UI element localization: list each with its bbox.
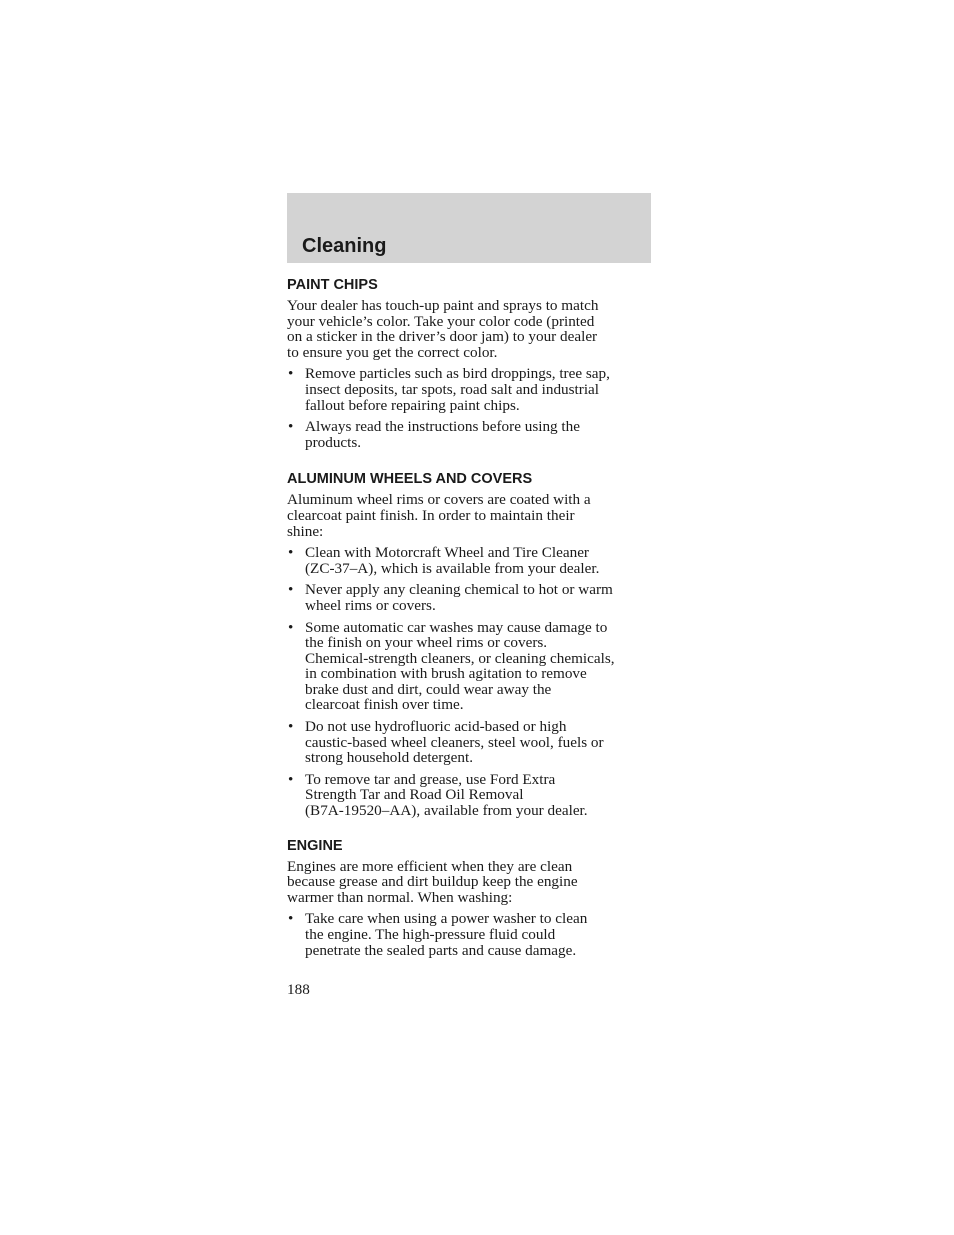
section-heading-paint-chips: PAINT CHIPS — [287, 277, 378, 293]
aluminum-wheels-paragraph: Aluminum wheel rims or covers are coated with a clearcoat paint finish. In order to maintain their shine: — [287, 491, 591, 540]
list-item: • Always read the instructions before using the products. — [287, 419, 655, 450]
paint-chips-bullet-list — [287, 366, 655, 450]
section-heading-aluminum-wheels: ALUMINUM WHEELS AND COVERS — [287, 471, 533, 488]
list-item: • Never apply any cleaning chemical to hot or warm wheel rims or covers. — [287, 582, 655, 613]
list-item: • Some automatic car washes may cause damage to the finish on your wheel rims or covers. Chemical-strength cleaners, or cleaning chemicals, in combination with brush agitation to remove brake dust and dirt, could wear away the clearcoat finish over time. — [287, 620, 655, 714]
section-aluminum-wheels — [287, 470, 655, 818]
paint-chips-paragraph: Your dealer has touch-up paint and sprays to match your vehicle’s color. Take your color code (printed on a sticker in the driver’s door jam) to your dealer to ensure you get the correct color. — [287, 297, 599, 361]
list-item: • Remove particles such as bird droppings, tree sap, insect deposits, tar spots, road salt and industrial fallout before repairing paint chips. — [287, 366, 655, 413]
list-item: • Clean with Motorcraft Wheel and Tire Cleaner (ZC-37–A), which is available from your dealer. — [287, 545, 655, 576]
page-number: 188 — [287, 981, 310, 998]
section-paint-chips — [287, 276, 655, 450]
list-item: • Take care when using a power washer to clean the engine. The high-pressure fluid could penetrate the sealed parts and cause damage. — [287, 911, 655, 958]
page-title: Cleaning — [302, 235, 387, 257]
engine-bullet-list — [287, 911, 655, 958]
section-header-band — [287, 193, 651, 263]
engine-paragraph: Engines are more efficient when they are clean because grease and dirt buildup keep the engine warmer than normal. When washing: — [287, 857, 578, 906]
section-heading-engine: ENGINE — [287, 837, 343, 854]
section-engine — [287, 837, 655, 959]
list-item: • Do not use hydrofluoric acid-based or high caustic-based wheel cleaners, steel wool, fuels or strong household detergent. — [287, 719, 655, 766]
page-content — [287, 276, 655, 964]
aluminum-wheels-bullet-list — [287, 545, 655, 819]
list-item: • To remove tar and grease, use Ford Extra Strength Tar and Road Oil Removal (B7A-19520–AA), available from your dealer. — [287, 772, 655, 819]
